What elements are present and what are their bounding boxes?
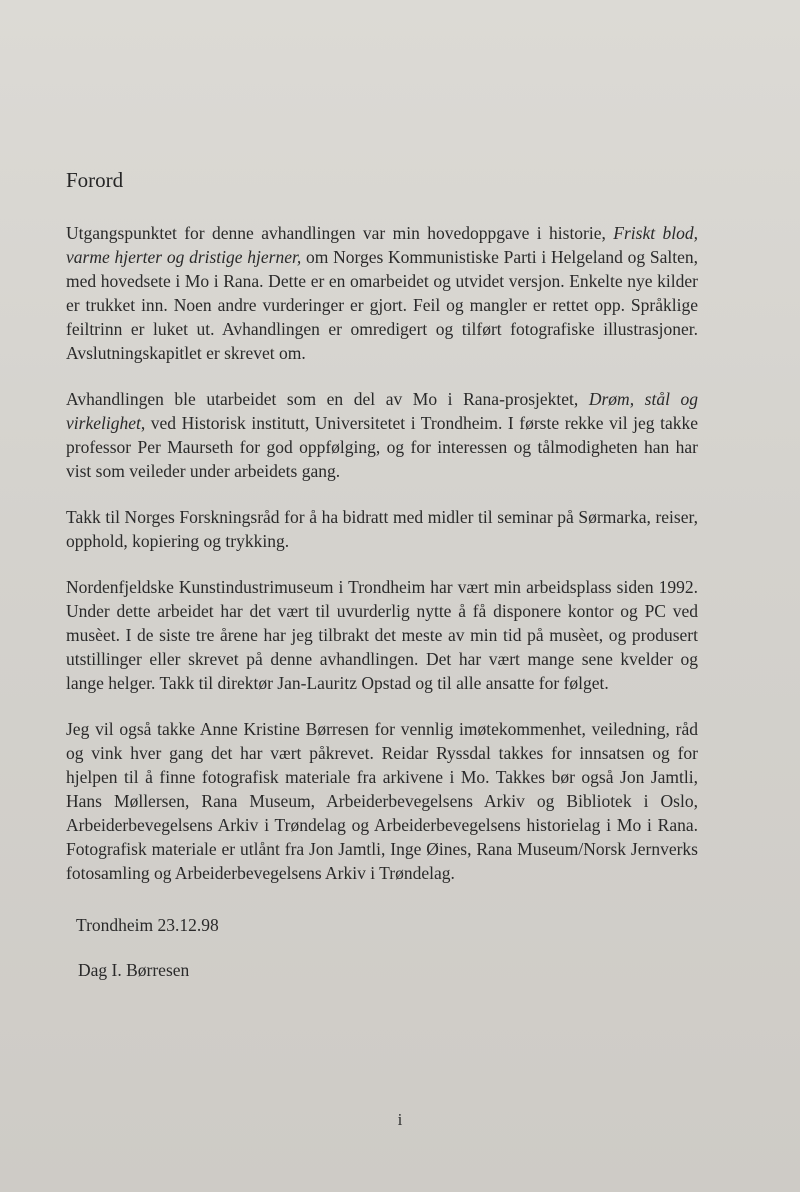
paragraph-1-italic-title: Friskt blod, varme hjerter og dristige hjerner, — [66, 223, 698, 267]
author-signature: Dag I. Børresen — [78, 960, 190, 980]
paragraph-1-text-end: om Norges Kommunistiske Parti i Helgeland og Salten, med hovedsete i Mo i Rana. Dette er en omarbeidet og utvidet versjon. Enkelte nye kilder er trukket inn. Noen andre vurderinger er gjort. Feil og mangler er rettet opp. Språklige feiltrinn er luket ut. Avhandlingen er omredigert og tilført fotografiske illustrasjoner. Avslutningskapitlet er skrevet om. — [66, 247, 698, 363]
page-title: Forord — [66, 168, 124, 192]
page-number: i — [397, 1110, 403, 1129]
paragraph-2-italic-title: Drøm, stål og virkelighet — [66, 389, 699, 433]
place-and-date: Trondheim 23.12.98 — [76, 915, 219, 935]
paragraph-5: Jeg vil også takke Anne Kristine Børresen for vennlig imøtekommenhet, veiledning, råd og vink hver gang det har vært påkrevet. Reidar Ryssdal takkes for innsatsen og for hjelpen til å finne fotografisk materiale fra arkivene i Mo. Takkes bør også Jon Jamtli, Hans Møllersen, Rana Museum, Arbeiderbevegelsens Arkiv og Bibliotek i Oslo, Arbeiderbevegelsens Arkiv i Trøndelag og Arbeiderbevegelsens historielag i Mo i Rana. Fotografisk materiale er utlånt fra Jon Jamtli, Inge Øines, Rana Museum/Norsk Jernverks fotosamling og Arbeiderbevegelsens Arkiv i Trøndelag. — [66, 719, 698, 883]
paragraph-4: Nordenfjeldske Kunstindustrimuseum i Trondheim har vært min arbeidsplass siden 1992. Under dette arbeidet har det vært til uvurderlig nytte å få disponere kontor og PC ved musèet. I de siste tre årene har jeg tilbrakt det meste av min tid på musèet, og produsert utstillinger eller skrevet på denne avhandlingen. Det har vært mange sene kvelder og lange helger. Takk til direktør Jan-Lauritz Opstad og til alle ansatte for følget. — [66, 577, 698, 693]
paragraph-1-text-start: Utgangspunktet for denne avhandlingen var min hovedoppgave i historie, — [66, 223, 614, 243]
paragraph-2 — [66, 387, 698, 483]
paragraph-2-text-start: Avhandlingen ble utarbeidet som en del av Mo i Rana-prosjektet, — [66, 389, 589, 409]
paragraph-3: Takk til Norges Forskningsråd for å ha bidratt med midler til seminar på Sørmarka, reiser, opphold, kopiering og trykking. — [66, 507, 698, 551]
foreword-body — [66, 168, 698, 981]
paragraph-2-text-end: , ved Historisk institutt, Universitetet i Trondheim. I første rekke vil jeg takke professor Per Maurseth for god oppfølging, og for interessen og tålmodigheten han har vist som veileder under arbeidets gang. — [66, 413, 698, 481]
paragraph-1 — [66, 221, 698, 365]
